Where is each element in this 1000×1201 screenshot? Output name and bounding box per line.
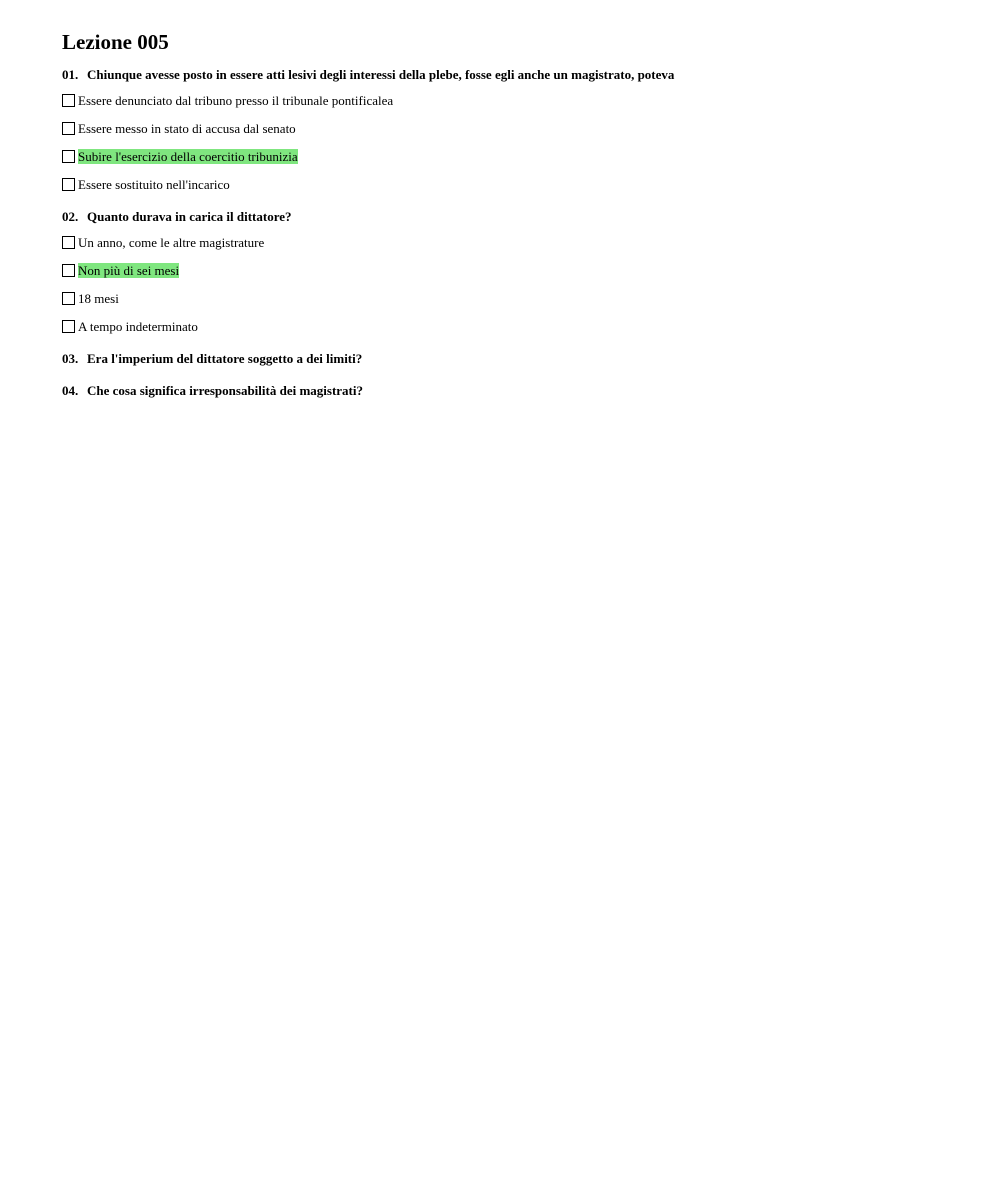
- question-text: [62, 66, 962, 83]
- document-page: [62, 28, 962, 399]
- question-number: 02.: [62, 209, 79, 224]
- answer-text-highlighted: Non più di sei mesi: [78, 263, 180, 278]
- question-text: [62, 208, 962, 225]
- question-label: Quanto durava in carica il dittatore?: [87, 209, 292, 224]
- question-number: 03.: [62, 351, 79, 366]
- answer-text: Essere denunciato dal tribuno presso il tribunale pontificalea: [78, 93, 394, 108]
- answer-option[interactable]: [62, 92, 962, 109]
- answer-text-highlighted: Subire l'esercizio della coercitio tribunizia: [78, 149, 298, 164]
- answer-option[interactable]: [62, 176, 962, 193]
- answer-list: [62, 234, 962, 335]
- question-01: [62, 66, 962, 193]
- checkbox[interactable]: [62, 236, 75, 249]
- answer-option-correct[interactable]: [62, 262, 962, 279]
- answer-option[interactable]: [62, 318, 962, 335]
- answer-text: Un anno, come le altre magistrature: [78, 235, 265, 250]
- question-label: Era l'imperium del dittatore soggetto a dei limiti?: [87, 351, 363, 366]
- question-text: [62, 382, 962, 399]
- checkbox[interactable]: [62, 292, 75, 305]
- question-text: [62, 350, 962, 367]
- answer-option[interactable]: [62, 120, 962, 137]
- answer-text: Essere messo in stato di accusa dal senato: [78, 121, 296, 136]
- question-02: [62, 208, 962, 335]
- checkbox[interactable]: [62, 122, 75, 135]
- answer-text: 18 mesi: [78, 291, 119, 306]
- question-number: 04.: [62, 383, 79, 398]
- checkbox[interactable]: [62, 150, 75, 163]
- question-label: Chiunque avesse posto in essere atti lesivi degli interessi della plebe, fosse egli anche un magistrato, poteva: [87, 67, 675, 82]
- question-03: [62, 350, 962, 367]
- answer-option[interactable]: [62, 234, 962, 251]
- checkbox[interactable]: [62, 178, 75, 191]
- answer-text: A tempo indeterminato: [78, 319, 198, 334]
- lesson-title: Lezione 005: [62, 30, 169, 54]
- answer-option-correct[interactable]: [62, 148, 962, 165]
- checkbox[interactable]: [62, 264, 75, 277]
- checkbox[interactable]: [62, 94, 75, 107]
- question-04: [62, 382, 962, 399]
- answer-text: Essere sostituito nell'incarico: [78, 177, 230, 192]
- question-label: Che cosa significa irresponsabilità dei magistrati?: [87, 383, 364, 398]
- answer-list: [62, 92, 962, 193]
- answer-option[interactable]: [62, 290, 962, 307]
- question-number: 01.: [62, 67, 79, 82]
- checkbox[interactable]: [62, 320, 75, 333]
